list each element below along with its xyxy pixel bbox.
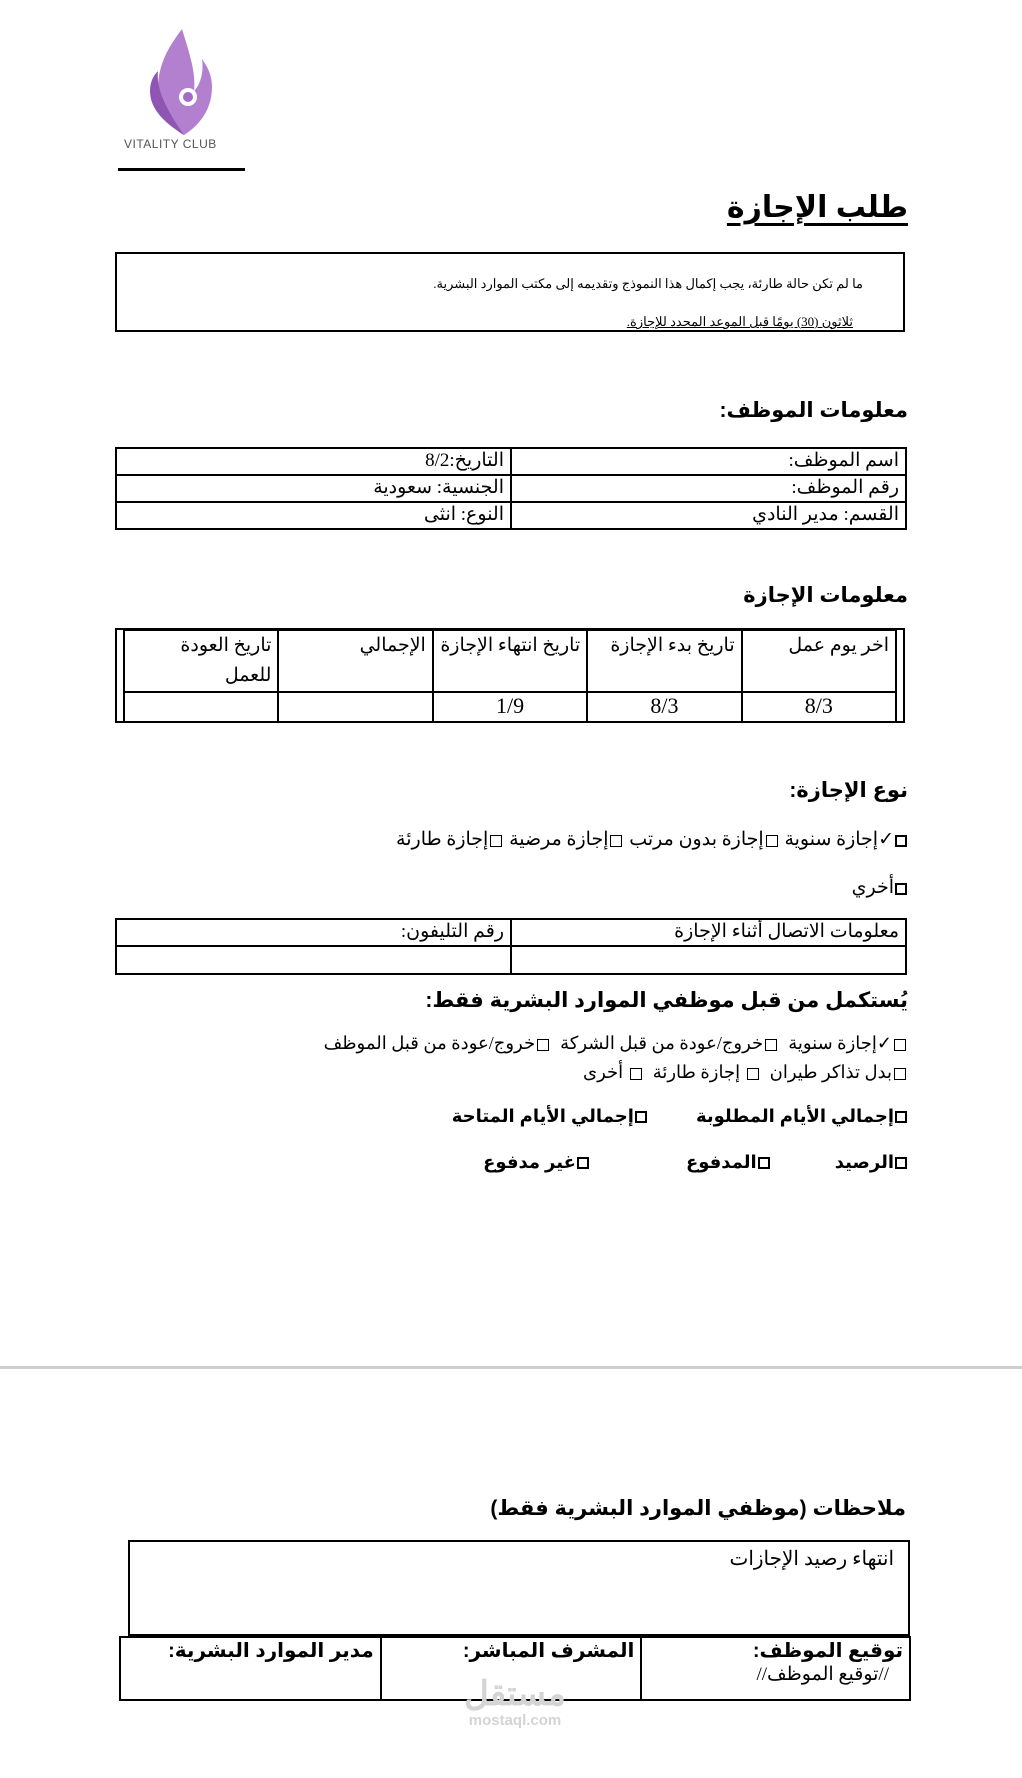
notes-box	[128, 1540, 910, 1636]
leave-header-total: الإجمالي	[278, 630, 432, 692]
leave-header-last-day: اخر يوم عمل	[742, 630, 896, 692]
watermark	[440, 1676, 590, 1729]
leave-type-options	[396, 828, 908, 851]
available-days-checkbox[interactable]	[635, 1111, 647, 1123]
leave-header-return-date: تاريخ العودة للعمل	[124, 630, 278, 692]
notice-line-2: ثلاثون (30) يومًا قبل الموعد المحدد للإجازة.	[626, 314, 853, 329]
employee-department-cell: القسم: مدير النادي	[511, 502, 906, 529]
leave-value-return-date	[124, 692, 278, 722]
leave-value-end-date: 1/9	[433, 692, 587, 722]
employee-name-cell: اسم الموظف:	[511, 448, 906, 475]
notes-heading: ملاحظات (موظفي الموارد البشرية فقط)	[490, 1497, 906, 1520]
leave-header-start-date: تاريخ بدء الإجازة	[587, 630, 741, 692]
signature-hr-manager-label: مدير الموارد البشرية:	[168, 1640, 374, 1662]
employee-gender-cell: النوع: انثى	[116, 502, 511, 529]
logo-underline	[118, 168, 245, 171]
signature-hr-manager-cell	[120, 1637, 381, 1700]
hr-tickets-checkbox[interactable]	[894, 1068, 906, 1080]
watermark-latin: mostaql.com	[468, 1712, 562, 1729]
paid-checkbox[interactable]	[758, 1157, 770, 1169]
leave-annual-checkbox[interactable]	[895, 835, 907, 847]
check-mark-icon: ✓	[878, 829, 894, 850]
balance-checkbox[interactable]	[895, 1157, 907, 1169]
unpaid-checkbox[interactable]	[577, 1157, 589, 1169]
employee-info-heading: معلومات الموظف:	[719, 399, 908, 422]
page-title: طلب الإجازة	[726, 191, 908, 224]
hr-section-heading: يُستكمل من قبل موظفي الموارد البشرية فقط:	[425, 989, 908, 1012]
watermark-arabic: مستقل	[464, 1675, 566, 1713]
check-mark-icon: ✓	[876, 1033, 892, 1053]
notice-line-1: ما لم تكن حالة طارئة، يجب إكمال هذا النموذج وتقديمه إلى مكتب الموارد البشرية.	[433, 276, 863, 291]
logo	[110, 25, 250, 175]
leave-header-end-date: تاريخ انتهاء الإجازة	[433, 630, 587, 692]
leave-emergency-checkbox[interactable]	[490, 835, 502, 847]
leave-unpaid-checkbox[interactable]	[766, 835, 778, 847]
available-days-label: إجمالي الأيام المتاحة	[451, 1106, 634, 1126]
leave-option-unpaid: إجازة بدون مرتب	[629, 829, 764, 850]
leave-info-heading: معلومات الإجازة	[743, 584, 908, 607]
hr-annual-checkbox[interactable]	[894, 1039, 906, 1051]
hr-option-emergency: إجازة طارئة	[652, 1062, 741, 1082]
flame-logo-icon	[110, 25, 250, 145]
hr-option-annual: إجازة سنوية	[788, 1033, 877, 1053]
hr-exit-company-checkbox[interactable]	[765, 1039, 777, 1051]
leave-info-table	[123, 629, 897, 723]
employee-info-table	[115, 447, 907, 530]
employee-number-cell: رقم الموظف:	[511, 475, 906, 502]
contact-phone-value[interactable]	[116, 946, 511, 974]
leave-type-heading: نوع الإجازة:	[789, 779, 908, 802]
signature-employee-label: توقيع الموظف:	[752, 1640, 903, 1662]
notes-content: انتهاء رصيد الإجازات	[729, 1548, 894, 1570]
leave-option-annual: إجازة سنوية	[784, 829, 879, 850]
contact-info-label: معلومات الاتصال أثناء الإجازة	[511, 919, 906, 946]
employee-nationality-cell: الجنسية: سعودية	[116, 475, 511, 502]
hr-balance-row	[483, 1152, 908, 1173]
hr-option-exit-company: خروج/عودة من قبل الشركة	[560, 1033, 764, 1053]
leave-value-total	[278, 692, 432, 722]
leave-option-sick: إجازة مرضية	[509, 829, 609, 850]
hr-emergency-checkbox[interactable]	[747, 1068, 759, 1080]
leave-option-emergency: إجازة طارئة	[396, 829, 489, 850]
signature-supervisor-label: المشرف المباشر:	[462, 1640, 635, 1662]
hr-option-tickets: بدل تذاكر طيران	[769, 1062, 892, 1082]
balance-label: الرصيد	[834, 1152, 894, 1172]
leave-option-other: أخري	[851, 877, 894, 898]
unpaid-label: غير مدفوع	[483, 1152, 576, 1172]
paid-label: المدفوع	[685, 1152, 757, 1172]
requested-days-checkbox[interactable]	[895, 1111, 907, 1123]
contact-phone-label: رقم التليفون:	[116, 919, 511, 946]
logo-brand-text: VITALITY CLUB	[124, 137, 217, 151]
hr-row-1	[324, 1033, 908, 1054]
leave-other-checkbox[interactable]	[895, 883, 907, 895]
leave-type-other	[852, 876, 908, 899]
hr-row-2	[583, 1062, 908, 1083]
hr-option-exit-employee: خروج/عودة من قبل الموظف	[323, 1033, 536, 1053]
leave-sick-checkbox[interactable]	[610, 835, 622, 847]
leave-value-last-day: 8/3	[742, 692, 896, 722]
leave-value-start-date: 8/3	[587, 692, 741, 722]
employee-date-cell: التاريخ:8/2	[116, 448, 511, 475]
hr-option-other: أخرى	[583, 1062, 624, 1082]
signature-employee-value: //توقيع الموظف//	[756, 1664, 889, 1685]
signature-employee-cell	[641, 1637, 910, 1700]
hr-exit-employee-checkbox[interactable]	[537, 1039, 549, 1051]
page-divider	[0, 1366, 1022, 1369]
leave-info-frame	[115, 628, 905, 723]
hr-other-checkbox[interactable]	[630, 1068, 642, 1080]
contact-table	[115, 918, 907, 975]
requested-days-label: إجمالي الأيام المطلوبة	[695, 1106, 894, 1126]
contact-info-value[interactable]	[511, 946, 906, 974]
notice-box	[115, 252, 905, 332]
hr-totals-row	[452, 1106, 908, 1127]
